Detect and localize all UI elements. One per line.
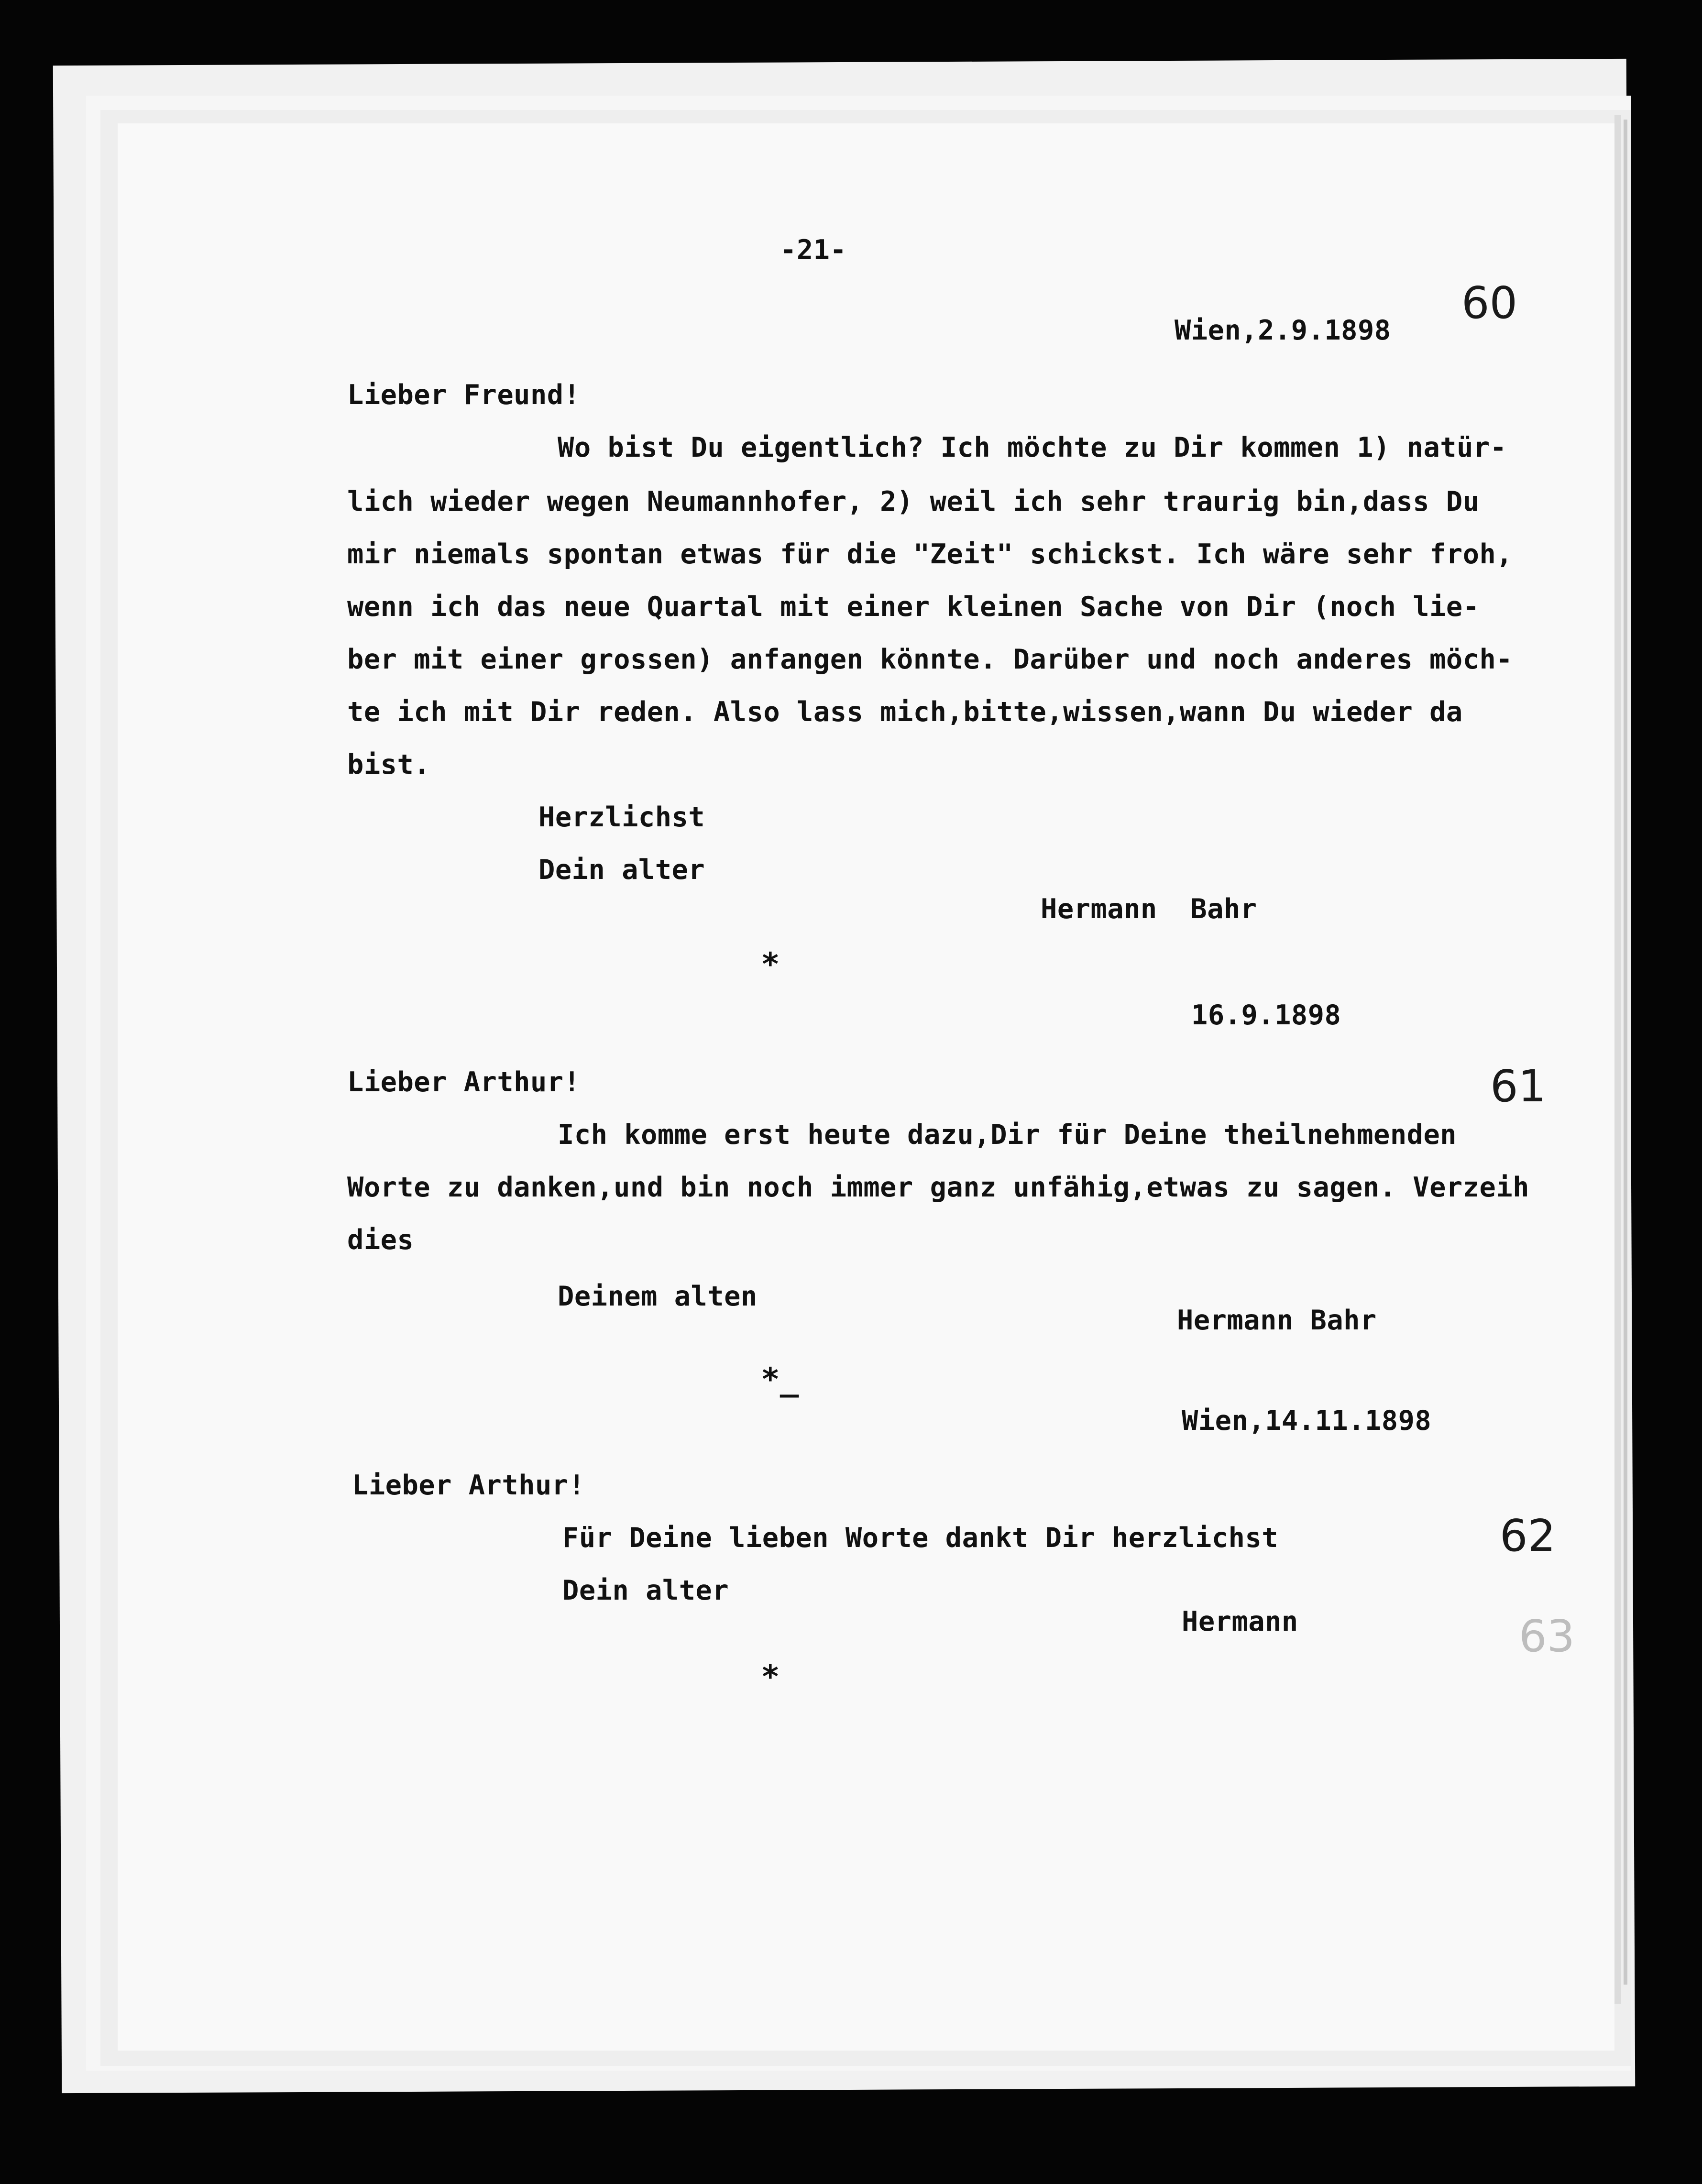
separator-asterisk: *_: [761, 1361, 799, 1398]
letter-date: Wien,14.11.1898: [1182, 1405, 1432, 1437]
folio-number: 61: [1490, 1061, 1547, 1112]
letter-body-line: Ich komme erst heute dazu,Dir für Deine theilnehmenden: [558, 1119, 1457, 1151]
letter-closing: Dein alter: [538, 854, 705, 886]
letter-closing: Dein alter: [562, 1575, 729, 1606]
letter-body-line: lich wieder wegen Neumannhofer, 2) weil ich sehr traurig bin,dass Du: [347, 486, 1480, 517]
separator-asterisk: *: [761, 946, 780, 983]
letter-salutation: Lieber Arthur!: [347, 1066, 581, 1098]
letter-closing: Herzlichst: [538, 801, 705, 833]
letter-body-line: Für Deine lieben Worte dankt Dir herzlichst: [562, 1522, 1279, 1554]
letter-date: 16.9.1898: [1191, 999, 1341, 1031]
document-page: [118, 123, 1614, 2051]
letter-signature: Hermann Bahr: [1177, 1305, 1377, 1336]
page-number: -21-: [780, 234, 847, 266]
stacked-sheet-edge: [1624, 120, 1627, 1985]
letter-body-line: bist.: [347, 749, 431, 780]
letter-closing: Deinem alten: [558, 1281, 758, 1312]
letter-body-line: mir niemals spontan etwas für die "Zeit" schickst. Ich wäre sehr froh,: [347, 538, 1513, 570]
folio-number: 60: [1461, 277, 1518, 329]
letter-body-line: Worte zu danken,und bin noch immer ganz unfähig,etwas zu sagen. Verzeih: [347, 1172, 1529, 1203]
letter-signature: Hermann: [1182, 1606, 1298, 1637]
stacked-sheet-edge: [1614, 115, 1621, 2004]
letter-salutation: Lieber Freund!: [347, 379, 581, 411]
letter-salutation: Lieber Arthur!: [352, 1470, 585, 1501]
letter-body-line: Wo bist Du eigentlich? Ich möchte zu Dir kommen 1) natür-: [558, 432, 1507, 463]
folio-number: 63: [1519, 1611, 1575, 1662]
letter-signature: Hermann Bahr: [1041, 893, 1257, 925]
letter-date: Wien,2.9.1898: [1175, 315, 1391, 346]
letter-body-line: ber mit einer grossen) anfangen könnte. Darüber und noch anderes möch-: [347, 644, 1513, 675]
letter-body-line: wenn ich das neue Quartal mit einer kleinen Sache von Dir (noch lie-: [347, 591, 1480, 623]
letter-body-line: te ich mit Dir reden. Also lass mich,bitte,wissen,wann Du wieder da: [347, 696, 1463, 728]
letter-body-line: dies: [347, 1224, 414, 1256]
separator-asterisk: *: [761, 1658, 780, 1695]
folio-number: 62: [1500, 1510, 1556, 1561]
